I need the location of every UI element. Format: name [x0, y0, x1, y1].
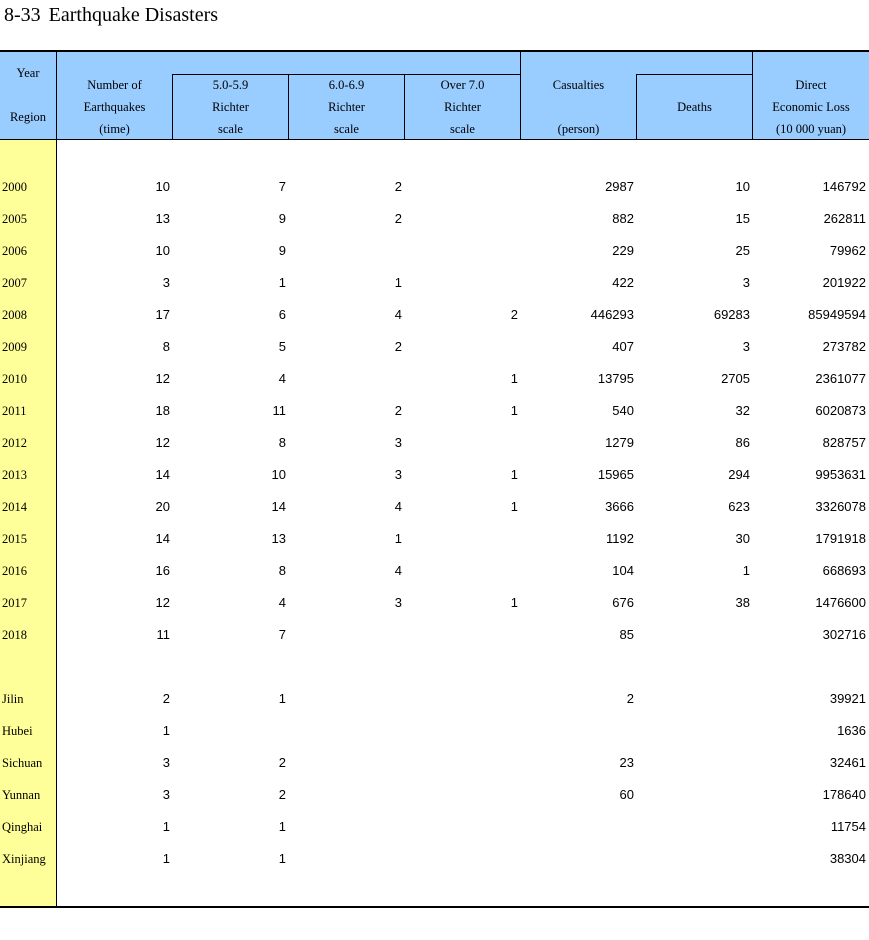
header-count-line2: Earthquakes	[83, 100, 146, 114]
table-title	[4, 4, 218, 27]
header-m7-line1: Over 7.0	[440, 78, 485, 92]
cell-deaths: 623	[728, 499, 750, 514]
row-label: 2018	[2, 628, 27, 642]
cell-casualties: 1279	[605, 435, 634, 450]
table-number: 8-33	[4, 4, 41, 26]
header-m5-line2: Richter	[212, 100, 249, 114]
header-m6-line3: scale	[334, 122, 359, 136]
cell-m7: 1	[510, 467, 518, 482]
cell-m7: 1	[510, 403, 518, 418]
cell-m5: 14	[271, 499, 286, 514]
table-row	[0, 434, 869, 454]
header-casualties-line2: (person)	[557, 122, 600, 136]
row-label: 2015	[2, 532, 27, 546]
header-region-label: Region	[9, 110, 47, 124]
header-count-line3: (time)	[99, 122, 130, 136]
table-row	[0, 530, 869, 550]
row-label: 2012	[2, 436, 27, 450]
cell-casualties: 882	[612, 211, 634, 226]
cell-loss: 1791918	[815, 531, 866, 546]
row-label: 2016	[2, 564, 27, 578]
table-row	[0, 498, 869, 518]
table-row	[0, 242, 869, 262]
cell-m5: 1	[278, 851, 286, 866]
cell-m6: 3	[394, 467, 402, 482]
cell-deaths: 3	[742, 275, 750, 290]
table-body	[0, 140, 869, 908]
cell-count: 1	[162, 819, 170, 834]
cell-m5: 7	[278, 179, 286, 194]
header-loss-line1: Direct	[795, 78, 827, 92]
cell-count: 1	[162, 723, 170, 738]
cell-m5: 6	[278, 307, 286, 322]
row-label: 2009	[2, 340, 27, 354]
cell-casualties: 229	[612, 243, 634, 258]
cell-casualties: 407	[612, 339, 634, 354]
table-row	[0, 562, 869, 582]
cell-count: 12	[155, 371, 170, 386]
cell-m5: 1	[278, 691, 286, 706]
cell-loss: 302716	[822, 627, 866, 642]
header-year-label: Year	[16, 66, 40, 80]
table-bottom-rule	[0, 906, 869, 908]
cell-m5: 4	[278, 595, 286, 610]
cell-m5: 11	[272, 403, 286, 418]
cell-deaths: 294	[728, 467, 750, 482]
cell-loss: 79962	[829, 243, 866, 258]
cell-count: 13	[155, 211, 170, 226]
cell-m7: 2	[510, 307, 518, 322]
header-m6-line1: 6.0-6.9	[328, 78, 365, 92]
row-label: 2011	[2, 404, 27, 418]
row-label: 2013	[2, 468, 27, 482]
cell-casualties: 422	[612, 275, 634, 290]
row-label: Qinghai	[2, 820, 43, 834]
table-row	[0, 690, 869, 710]
cell-m7: 1	[510, 595, 518, 610]
header-loss	[753, 74, 869, 140]
row-label: Jilin	[2, 692, 24, 706]
table-row	[0, 594, 869, 614]
cell-casualties: 446293	[590, 307, 634, 322]
cell-m5: 9	[278, 243, 286, 258]
header-casualties	[521, 74, 636, 140]
cell-loss: 668693	[822, 563, 866, 578]
cell-count: 14	[155, 531, 170, 546]
header-casualties-line1: Casualties	[552, 78, 605, 92]
cell-loss: 6020873	[815, 403, 866, 418]
table-row	[0, 466, 869, 486]
row-label: Sichuan	[2, 756, 43, 770]
header-m5-line1: 5.0-5.9	[212, 78, 249, 92]
cell-m6: 2	[394, 403, 402, 418]
cell-m5: 1	[278, 275, 286, 290]
table-row	[0, 818, 869, 838]
cell-loss: 1636	[837, 723, 866, 738]
cell-casualties: 60	[619, 787, 634, 802]
cell-deaths: 30	[735, 531, 750, 546]
cell-count: 11	[156, 627, 170, 642]
row-label: 2000	[2, 180, 27, 194]
cell-loss: 3326078	[815, 499, 866, 514]
table-row	[0, 338, 869, 358]
header-loss-line3: (10 000 yuan)	[775, 122, 847, 136]
cell-count: 20	[155, 499, 170, 514]
table-row	[0, 722, 869, 742]
cell-loss: 146792	[822, 179, 866, 194]
cell-m5: 10	[271, 467, 286, 482]
cell-count: 12	[155, 595, 170, 610]
cell-loss: 1476600	[815, 595, 866, 610]
cell-count: 18	[155, 403, 170, 418]
header-m7-line3: scale	[450, 122, 475, 136]
table-row	[0, 178, 869, 198]
cell-m5: 2	[278, 755, 286, 770]
cell-count: 14	[155, 467, 170, 482]
cell-m6: 4	[394, 499, 402, 514]
row-label: 2010	[2, 372, 27, 386]
cell-deaths: 32	[735, 403, 750, 418]
cell-count: 2	[162, 691, 170, 706]
cell-count: 10	[155, 243, 170, 258]
header-m6-line2: Richter	[328, 100, 365, 114]
cell-m6: 1	[394, 531, 402, 546]
cell-loss: 39921	[829, 691, 866, 706]
cell-m5: 8	[278, 563, 286, 578]
cell-casualties: 2	[626, 691, 634, 706]
table-row	[0, 626, 869, 646]
cell-casualties: 15965	[597, 467, 634, 482]
row-label: 2014	[2, 500, 27, 514]
cell-m5: 1	[278, 819, 286, 834]
row-label: 2017	[2, 596, 27, 610]
cell-casualties: 23	[619, 755, 634, 770]
cell-loss: 178640	[822, 787, 866, 802]
header-loss-line2: Economic Loss	[772, 100, 850, 114]
cell-deaths: 86	[735, 435, 750, 450]
cell-m5: 4	[278, 371, 286, 386]
row-label: Xinjiang	[2, 852, 46, 866]
header-deaths: Deaths	[677, 100, 712, 114]
cell-count: 1	[162, 851, 170, 866]
cell-m6: 3	[394, 595, 402, 610]
header-m5-line3: scale	[218, 122, 243, 136]
cell-loss: 11754	[830, 819, 866, 834]
row-label: Hubei	[2, 724, 33, 738]
header-count	[57, 74, 172, 140]
cell-deaths: 25	[735, 243, 750, 258]
cell-m7: 1	[510, 371, 518, 386]
cell-count: 8	[162, 339, 170, 354]
header-count-line1: Number of	[87, 78, 142, 92]
cell-m5: 9	[278, 211, 286, 226]
cell-m6: 1	[394, 275, 402, 290]
cell-m6: 2	[394, 339, 402, 354]
cell-loss: 828757	[822, 435, 866, 450]
cell-deaths: 38	[735, 595, 750, 610]
cell-count: 3	[162, 275, 170, 290]
row-label: Yunnan	[2, 788, 41, 802]
cell-loss: 85949594	[808, 307, 866, 322]
cell-deaths: 10	[735, 179, 750, 194]
cell-loss: 32461	[829, 755, 866, 770]
cell-count: 17	[155, 307, 170, 322]
header-m7	[405, 74, 520, 140]
table-row	[0, 402, 869, 422]
cell-casualties: 1192	[606, 531, 634, 546]
cell-m6: 4	[394, 563, 402, 578]
cell-loss: 9953631	[815, 467, 866, 482]
cell-m6: 3	[394, 435, 402, 450]
cell-m5: 2	[278, 787, 286, 802]
table-row	[0, 754, 869, 774]
row-label: 2006	[2, 244, 27, 258]
cell-loss: 201922	[822, 275, 866, 290]
cell-casualties: 2987	[605, 179, 634, 194]
cell-deaths: 15	[735, 211, 750, 226]
cell-m6: 2	[394, 211, 402, 226]
table-row	[0, 370, 869, 390]
table-row	[0, 210, 869, 230]
table-row	[0, 306, 869, 326]
table-row	[0, 786, 869, 806]
cell-m5: 13	[271, 531, 286, 546]
header-m7-line2: Richter	[444, 100, 481, 114]
cell-casualties: 540	[612, 403, 634, 418]
cell-casualties: 13795	[597, 371, 634, 386]
cell-count: 10	[155, 179, 170, 194]
cell-loss: 273782	[822, 339, 866, 354]
cell-m5: 8	[278, 435, 286, 450]
table-header	[0, 50, 869, 140]
cell-m5: 7	[278, 627, 286, 642]
cell-m6: 2	[394, 179, 402, 194]
row-label: 2005	[2, 212, 27, 226]
cell-deaths: 1	[742, 563, 750, 578]
table-row	[0, 274, 869, 294]
cell-loss: 2361077	[815, 371, 866, 386]
cell-count: 3	[162, 755, 170, 770]
table-title-text: Earthquake Disasters	[48, 4, 219, 26]
cell-casualties: 3666	[605, 499, 634, 514]
row-label: 2008	[2, 308, 27, 322]
cell-deaths: 69283	[713, 307, 750, 322]
cell-count: 16	[155, 563, 170, 578]
cell-casualties: 85	[619, 627, 634, 642]
cell-deaths: 2705	[721, 371, 750, 386]
cell-m6: 4	[394, 307, 402, 322]
cell-loss: 38304	[829, 851, 866, 866]
cell-count: 12	[155, 435, 170, 450]
cell-casualties: 104	[612, 563, 634, 578]
cell-deaths: 3	[742, 339, 750, 354]
header-m6	[289, 74, 404, 140]
table-row	[0, 850, 869, 870]
cell-m5: 5	[278, 339, 286, 354]
row-label: 2007	[2, 276, 27, 290]
cell-count: 3	[162, 787, 170, 802]
cell-casualties: 676	[612, 595, 634, 610]
cell-loss: 262811	[823, 211, 866, 226]
header-m5	[173, 74, 288, 140]
cell-m7: 1	[510, 499, 518, 514]
